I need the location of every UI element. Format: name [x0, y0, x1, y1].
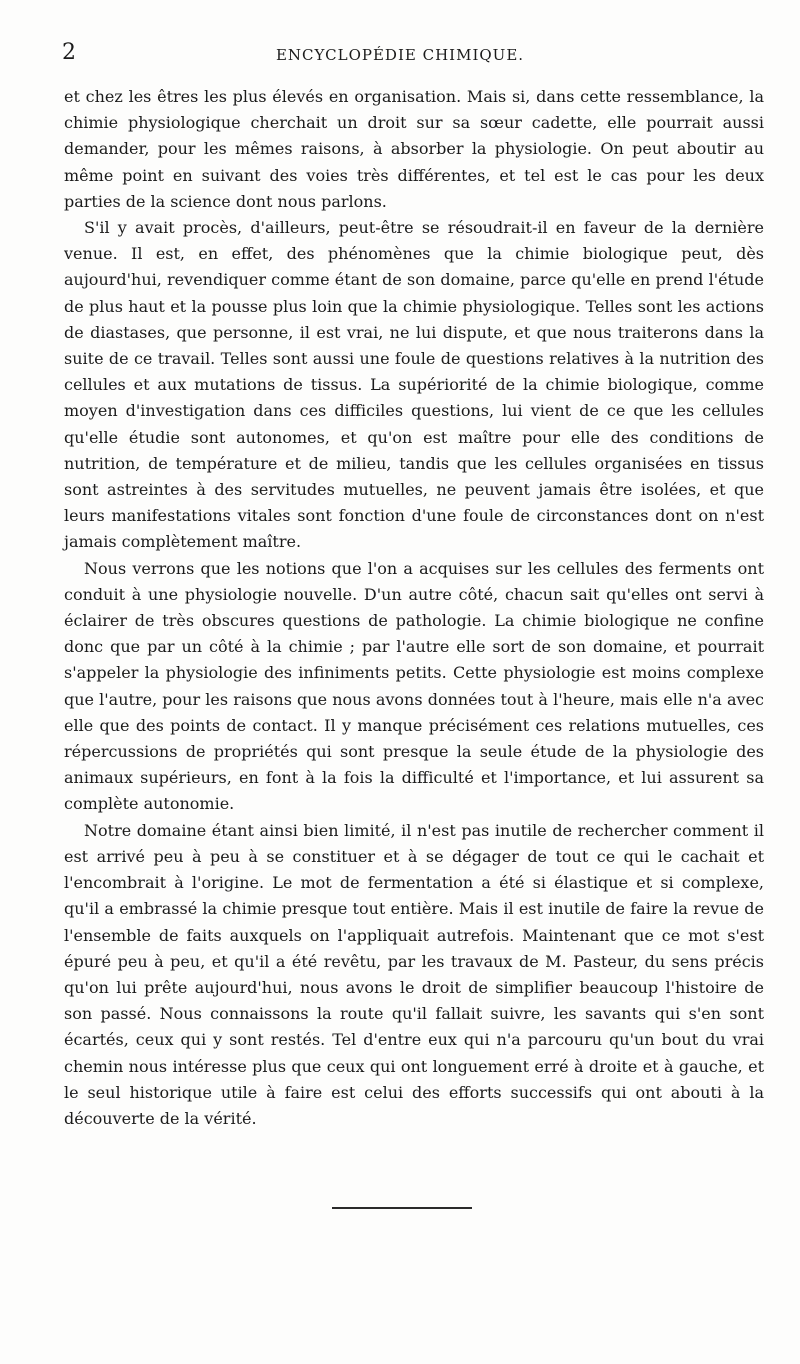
- paragraph: S'il y avait procès, d'ailleurs, peut-être se résoudrait-il en faveur de la dernière venue. Il est, en effet, des phénomènes que la chimie biologique peut, dès aujourd'hui, revendiquer comme étant de son domaine, parce qu'elle en prend l'étude de plus haut et la pousse plus loin que la chimie physiologique. Telles sont les actions de diastases, que personne, il est vrai, ne lui dispute, et que nous traiterons dans la suite de ce travail. Telles sont aussi une foule de questions relatives à la nutrition des cellules et aux mutations de tissus. La supériorité de la chimie biologique, comme moyen d'investigation dans ces difficiles questions, lui vient de ce que les cellules qu'elle étudie sont autonomes, et qu'on est maître pour elle des conditions de nutrition, de température et de milieu, tandis que les cellules organisées en tissus sont astreintes à des servitudes mutuelles, ne peuvent jamais être isolées, et que leurs manifestations vitales sont fonction d'une foule de circonstances dont on n'est jamais complètement maître.: [64, 218, 764, 552]
- paragraph: Nous verrons que les notions que l'on a acquises sur les cellules des ferments ont conduit à une physiologie nouvelle. D'un autre côté, chacun sait qu'elles ont servi à éclairer de très obscures questions de pathologie. La chimie biologique ne confine donc que par un côté à la chimie ; par l'autre elle sort de son domaine, et pourrait s'appeler la physiologie des infiniments petits. Cette physiologie est moins complexe que l'autre, pour les raisons que nous avons données tout à l'heure, mais elle n'a avec elle que des points de contact. Il y manque précisément ces relations mutuelles, ces répercussions de propriétés qui sont presque la seule étude de la physiologie des animaux supérieurs, en font à la fois la difficulté et l'importance, et lui assurent sa complète autonomie.: [64, 558, 764, 814]
- running-title: ENCYCLOPÉDIE CHIMIQUE.: [275, 46, 525, 64]
- body-text: [64, 84, 764, 1132]
- end-rule: [332, 1207, 472, 1209]
- paragraph: et chez les êtres les plus élevés en organisation. Mais si, dans cette ressemblance, la chimie physiologique cherchait un droit sur sa sœur cadette, elle pourrait aussi demander, pour les mêmes raisons, à absorber la physiologie. On peut aboutir au même point en suivant des voies très différentes, et tel est le cas pour les deux parties de la science dont nous parlons.: [64, 87, 764, 211]
- paragraph: Notre domaine étant ainsi bien limité, il n'est pas inutile de rechercher comment il est arrivé peu à peu à se constituer et à se dégager de tout ce qui le cachait et l'encombrait à l'origine. Le mot de fermentation a été si élastique et si complexe, qu'il a embrassé la chimie presque tout entière. Mais il est inutile de faire la revue de l'ensemble de faits auxquels on l'appliquait autrefois. Maintenant que ce mot s'est épuré peu à peu, et qu'il a été revêtu, par les travaux de M. Pasteur, du sens précis qu'on lui prête aujourd'hui, nous avons le droit de simplifier beaucoup l'histoire de son passé. Nous connaissons la route qu'il fallait suivre, les savants qui s'en sont écartés, ceux qui y sont restés. Tel d'entre eux qui n'a parcouru qu'un bout du vrai chemin nous intéresse plus que ceux qui ont longuement erré à droite et à gauche, et le seul historique utile à faire est celui des efforts successifs qui ont abouti à la découverte de la vérité.: [64, 820, 764, 1128]
- page-number: 2: [62, 40, 76, 65]
